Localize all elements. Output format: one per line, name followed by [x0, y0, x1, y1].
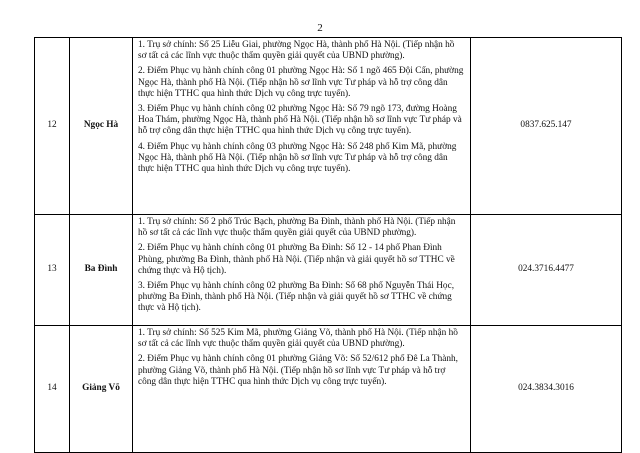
phone-number: 0837.625.147 — [471, 38, 622, 215]
address-item: 1. Trụ sở chính: Số 525 Kim Mã, phường Giảng Võ, thành phố Hà Nội. (Tiếp nhận hồ sơ tất cả các lĩnh vực thuộc thẩm quyền giải quyết của UBND phường). — [138, 328, 458, 350]
ward-name: Ngọc Hà — [70, 38, 133, 215]
address-item: 3. Điểm Phục vụ hành chính công 02 phường Ba Đình: Số 68 phố Nguyễn Thái Học, phường Ba Đình, thành phố Hà Nội. (Tiếp nhận và giải quyết hồ sơ TTHC về chứng thực và Hộ tịch). — [138, 281, 455, 314]
address-item: 3. Điểm Phục vụ hành chính công 02 phường Ngọc Hà: Số 79 ngõ 173, đường Hoàng Hoa Thám, phường Ngọc Hà, thành phố Hà Nội. (Tiếp nhận hồ sơ lĩnh vực Tư pháp và hỗ trợ công dân thực hiện TTHC qua hình thức Dịch vụ công trực tuyến). — [138, 104, 462, 137]
address-item: 1. Trụ sở chính: Số 2 phố Trúc Bạch, phường Ba Đình, thành phố Hà Nội. (Tiếp nhận hồ sơ tất cả các lĩnh vực thuộc thẩm quyền giải quyết của UBND phường). — [138, 217, 456, 239]
row-index: 14 — [35, 326, 70, 453]
phone-number: 024.3716.4477 — [471, 215, 622, 326]
address-item: 4. Điểm Phục vụ hành chính công 03 phường Ngọc Hà: Số 248 phố Kim Mã, phường Ngọc Hà, thành phố Hà Nội. (Tiếp nhận hồ sơ lĩnh vực Tư pháp và hỗ trợ công dân thực hiện TTHC qua hình thức Dịch vụ công trực tuyến). — [138, 141, 457, 175]
table-row — [35, 38, 622, 215]
table-row — [35, 326, 622, 453]
table-row — [35, 215, 622, 326]
address-cell — [133, 38, 471, 215]
address-item: 2. Điểm Phục vụ hành chính công 01 phường Giảng Võ: Số 52/612 phố Đê La Thành, phường Giảng Võ, thành phố Hà Nội. (Tiếp nhận hồ sơ lĩnh vực Tư pháp và hỗ trợ công dân thực hiện TTHC qua hình thức Dịch vụ công trực tuyến). — [138, 354, 458, 387]
ward-name: Giảng Võ — [70, 326, 133, 453]
ward-table — [34, 37, 622, 453]
address-cell — [133, 215, 471, 326]
address-item: 2. Điểm Phục vụ hành chính công 01 phường Ngọc Hà: Số 1 ngõ 465 Đội Cấn, phường Ngọc Hà, thành phố Hà Nội. (Tiếp nhận hồ sơ lĩnh vực Tư pháp và hỗ trợ công dân thực hiện TTHC qua hình thức Dịch vụ công trực tuyến). — [138, 66, 464, 99]
row-index: 12 — [35, 38, 70, 215]
address-item: 1. Trụ sở chính: Số 25 Liễu Giai, phường Ngọc Hà, thành phố Hà Nội. (Tiếp nhận hồ sơ tất cả các lĩnh vực thuộc thẩm quyền giải quyết của UBND phường). — [138, 40, 455, 62]
address-cell — [133, 326, 471, 453]
row-index: 13 — [35, 215, 70, 326]
page-number: 2 — [317, 22, 323, 34]
ward-name: Ba Đình — [70, 215, 133, 326]
address-item: 2. Điểm Phục vụ hành chính công 01 phường Ba Đình: Số 12 - 14 phố Phan Đình Phùng, phường Ba Đình, thành phố Hà Nội. (Tiếp nhận và giải quyết hồ sơ TTHC về chứng thực và Hộ tịch). — [138, 243, 455, 276]
phone-number: 024.3834.3016 — [471, 326, 622, 453]
